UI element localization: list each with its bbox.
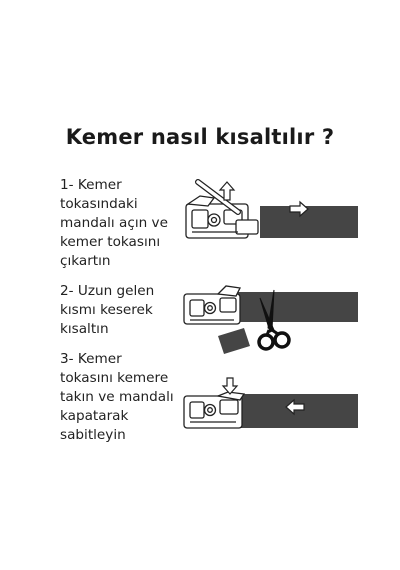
step-3-text <box>60 350 190 445</box>
belt-strap <box>238 292 358 322</box>
step-2-line-3: kısaltın <box>60 321 109 337</box>
step-1-text <box>60 176 190 271</box>
step-2-illustration <box>178 280 358 360</box>
step-3-line-2: tokasını kemere <box>60 370 169 386</box>
cut-belt-piece <box>218 328 250 354</box>
step-2-line-1: 2- Uzun gelen <box>60 283 155 299</box>
step-1-line-4: kemer tokasını <box>60 234 161 250</box>
step-1-line-5: çıkartın <box>60 253 111 269</box>
step-2-text <box>60 282 190 339</box>
step-1-line-2: tokasındaki <box>60 196 138 212</box>
belt-strap <box>238 394 358 428</box>
step-3-line-4: kapatarak <box>60 408 129 424</box>
buckle <box>184 392 244 428</box>
page-title: Kemer nasıl kısaltılır ? <box>65 125 335 149</box>
step-3-line-3: takın ve mandalı <box>60 389 174 405</box>
buckle <box>184 286 240 324</box>
step-2-line-2: kısmı keserek <box>60 302 153 318</box>
arrow-down-icon <box>223 378 237 394</box>
step-3-line-1: 3- Kemer <box>60 351 122 367</box>
step-1-illustration <box>178 176 358 256</box>
step-1-line-1: 1- Kemer <box>60 177 122 193</box>
step-3-line-5: sabitleyin <box>60 427 126 443</box>
step-3-illustration <box>178 372 358 452</box>
belt-strap <box>260 206 358 238</box>
step-1-line-3: mandalı açın ve <box>60 215 168 231</box>
